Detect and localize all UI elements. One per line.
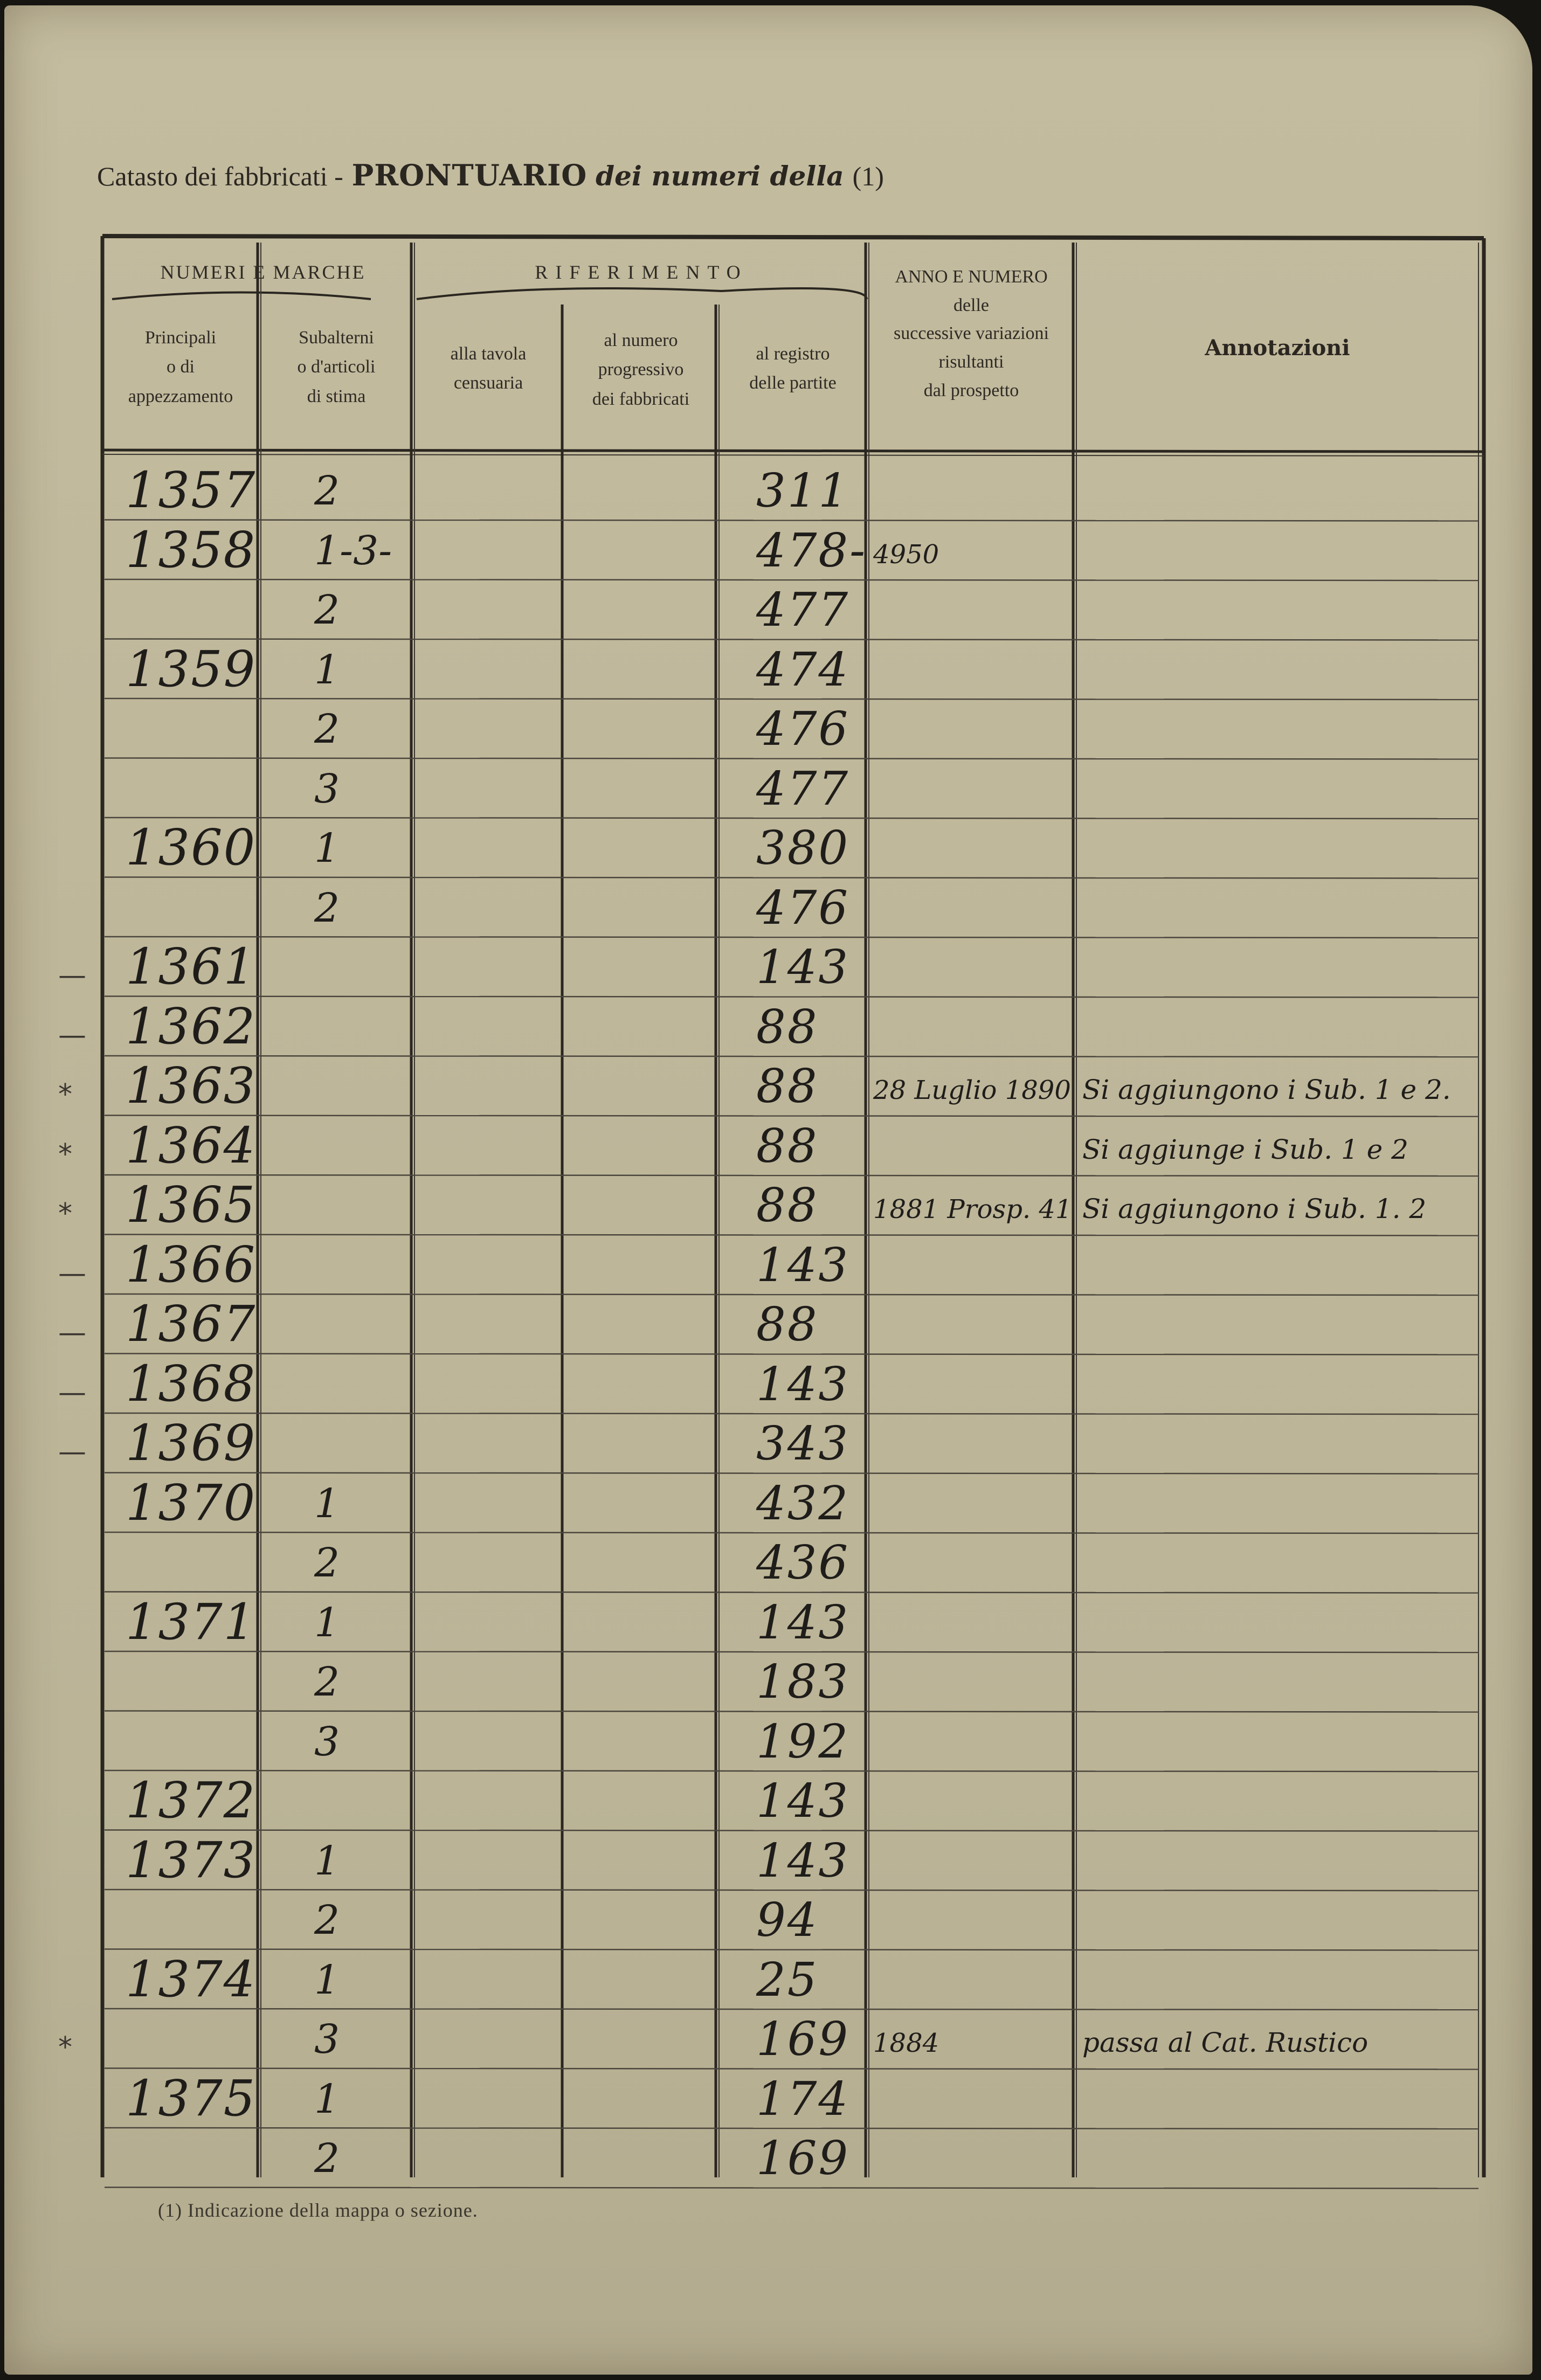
cell-registro: 311 [756,464,850,518]
margin-mark: — [58,1376,86,1409]
row-rule [105,1770,1478,1772]
row-rule [105,1473,1478,1474]
row-rule [105,1116,1478,1117]
cell-principale: 1374 [126,1950,257,2008]
cell-registro: 343 [756,1417,850,1471]
row-rule [105,1532,1478,1533]
row-rule [105,1592,1478,1593]
row-rule [105,698,1478,700]
col-header-numero: al numero progressivo dei fabbricati [592,330,690,409]
row-rule [105,1413,1478,1414]
cell-principale: 1361 [126,938,257,995]
cell-registro: 94 [756,1893,819,1947]
row-rule [105,2009,1478,2010]
cell-principale: 1371 [126,1593,257,1651]
cell-subalterno: 3 [314,1718,340,1765]
cell-registro: 169 [756,2132,850,2185]
row-rule [105,1056,1478,1057]
cell-subalterno: 1 [314,825,340,871]
col-header-anno: ANNO E NUMERO delle successive variazioni risultanti dal prospetto [894,267,1049,400]
col-header-principali: Principali o di appezzamento [128,328,233,406]
cell-principale: 1368 [126,1354,257,1413]
header-ref: (1) [852,161,884,191]
cell-principale: 1362 [126,997,257,1055]
col-header-subalterni: Subalterni o d'articoli di stima [297,328,376,406]
row-rule [105,2068,1478,2070]
header-title: PRONTUARIO [351,158,588,192]
row-rule [105,1890,1478,1891]
cell-subalterno: 1 [314,646,340,693]
cell-subalterno: 1 [314,1837,340,1884]
cell-subalterno: 2 [314,1540,340,1586]
cell-registro: 174 [756,2072,850,2126]
cell-registro: 143 [756,1834,850,1888]
cell-registro: 476 [756,881,850,935]
cell-registro: 143 [756,1238,850,1292]
row-rule [105,1949,1478,1950]
group-header-numeri: NUMERI E MARCHE [160,261,366,283]
cell-subalterno: 3 [314,765,340,812]
margin-mark: — [58,959,86,992]
row-rule [105,2188,1478,2189]
col-header-registro: al registro delle partite [749,344,837,393]
row-rule [105,818,1478,819]
margin-mark: * [58,1078,72,1111]
row-rule [105,758,1478,759]
cell-principale: 1370 [126,1473,257,1532]
cell-registro: 88 [756,1298,819,1352]
row-rule [105,579,1478,580]
cell-principale: 1357 [126,461,257,519]
cell-registro: 88 [756,1060,819,1113]
cell-annotazione: Si aggiunge i Sub. 1 e 2 [1082,1133,1408,1165]
margin-mark: * [58,2031,72,2064]
cell-registro: 88 [756,1000,819,1054]
cell-variazione: 28 Luglio 1890 [873,1075,1071,1105]
cell-registro: 192 [756,1714,850,1769]
row-rule [105,1651,1478,1652]
cell-variazione: 1881 Prosp. 41 [873,1194,1072,1224]
margin-mark: — [58,1019,86,1051]
register-page [4,5,1532,2375]
row-rule [105,520,1478,521]
cell-principale: 1369 [126,1414,257,1472]
cell-registro: 143 [756,1357,850,1412]
row-rule [105,1711,1478,1712]
cell-principale: 1373 [126,1831,257,1889]
cell-principale: 1365 [126,1176,257,1234]
cell-subalterno: 1-3- [314,527,392,574]
cell-principale: 1366 [126,1235,257,1293]
cell-principale: 1358 [126,521,257,579]
row-rule [105,997,1478,998]
cell-principale: 1363 [126,1057,257,1115]
cell-registro: 476 [756,702,850,756]
cell-subalterno: 2 [314,587,340,633]
cell-registro: 478- [756,523,867,578]
cell-subalterno: 1 [314,1956,340,2003]
cell-annotazione: Si aggiungono i Sub. 1 e 2. [1082,1074,1451,1105]
cell-subalterno: 1 [314,2075,340,2122]
row-rule [105,937,1478,938]
margin-mark: — [58,1257,86,1290]
cell-subalterno: 2 [314,1659,340,1705]
cell-variazione: 4950 [873,539,939,570]
header-subtitle: dei numeri della [596,160,844,192]
cell-subalterno: 2 [314,1897,340,1943]
cell-registro: 183 [756,1655,850,1709]
cell-registro: 88 [756,1119,819,1173]
cell-registro: 432 [756,1476,850,1531]
cell-principale: 1367 [126,1295,257,1353]
cell-subalterno: 2 [314,884,340,931]
cell-subalterno: 2 [314,706,340,752]
col-header-tavola: alla tavola censuaria [450,344,527,393]
footnote: (1) Indicazione della mappa o sezione. [158,2199,478,2221]
margin-mark: — [58,1317,86,1349]
cell-annotazione: Si aggiungono i Sub. 1. 2 [1082,1193,1427,1224]
row-rule [105,1235,1478,1236]
row-rule [105,877,1478,878]
margin-mark: — [58,1436,86,1468]
margin-mark: * [58,1138,72,1171]
group-header-riferimento: RIFERIMENTO [535,261,748,283]
margin-mark: * [58,1198,72,1230]
cell-subalterno: 1 [314,1599,340,1646]
cell-registro: 169 [756,2012,850,2066]
cell-registro: 436 [756,1536,850,1590]
row-rule [105,1294,1478,1295]
col-header-annotazioni: Annotazioni [1205,335,1350,361]
cell-principale: 1364 [126,1116,257,1174]
cell-variazione: 1884 [873,2028,939,2058]
header-prefix: Catasto dei fabbricati - [97,161,343,191]
row-rule [105,1354,1478,1355]
cell-registro: 477 [756,762,850,816]
cell-principale: 1359 [126,640,257,698]
cell-registro: 474 [756,642,850,697]
row-rule [105,1830,1478,1831]
row-rule [105,2128,1478,2129]
cell-subalterno: 2 [314,2135,340,2182]
cell-registro: 143 [756,1595,850,1650]
cell-registro: 88 [756,1179,819,1233]
row-rule [105,639,1478,640]
cell-principale: 1375 [126,2069,257,2127]
cell-subalterno: 2 [314,468,340,514]
cell-principale: 1360 [126,819,257,876]
cell-subalterno: 3 [314,2016,340,2063]
cell-registro: 380 [756,821,850,875]
cell-registro: 25 [756,1953,819,2007]
cell-registro: 477 [756,583,850,637]
cell-registro: 143 [756,1774,850,1828]
cell-principale: 1372 [126,1772,257,1829]
row-rule [105,1175,1478,1176]
cell-registro: 143 [756,940,850,994]
cell-annotazione: passa al Cat. Rustico [1082,2027,1369,2058]
cell-subalterno: 1 [314,1480,340,1527]
